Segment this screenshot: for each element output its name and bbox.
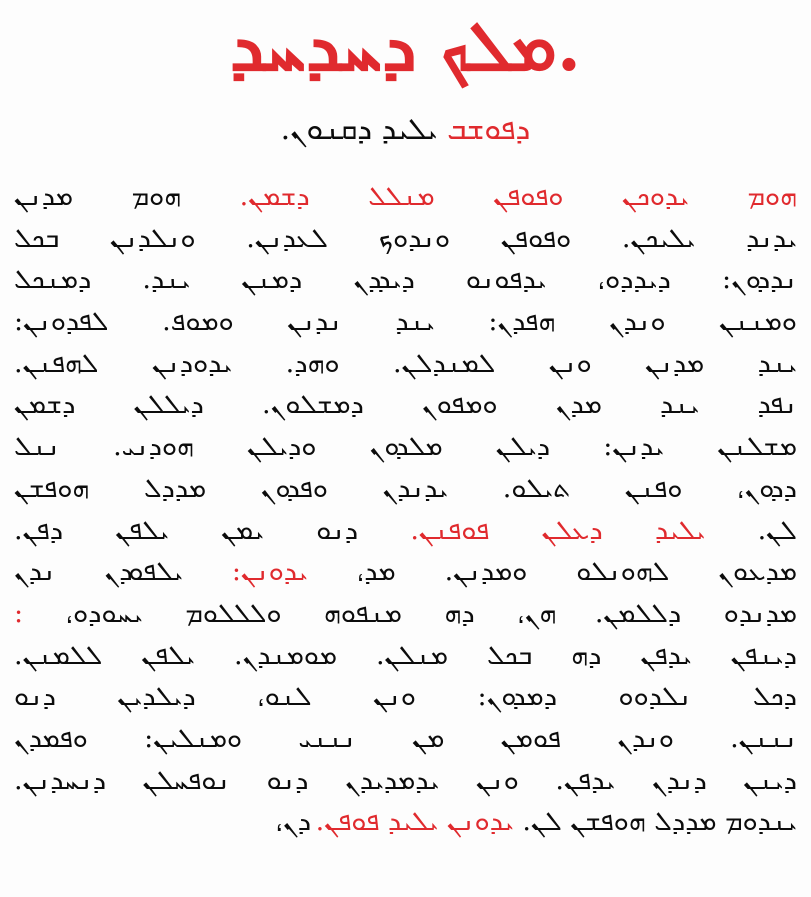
rubric-text: ܝܠܝܕ ܕܥܠܢ ܦܘܦܢܢ. <box>410 514 706 546</box>
rubric-text: ܝܕܘܢܢ: <box>231 556 308 588</box>
text-line <box>14 301 797 343</box>
body-text-run: ܕܢ، <box>275 806 316 838</box>
body-text-run: ܠܢ. <box>705 514 797 546</box>
body-text-run: ܘܡܢܢܢ ܘܢܕܢ ܗܦܕܢ: ܝܢܕ ܢܕܢܢ ܘܡܘܦ. ܠܦܕܘܢܢ: <box>14 306 797 338</box>
rubric-text: ܗܘܡ ܝܕܘܟܢ ܘܦܘܦܢ ܡܢܠܠ ܕܫܡܢ. <box>239 181 797 212</box>
text-line <box>14 760 797 802</box>
body-text-run: ܡܕܢܕܘ ܕܠܠܡܢ. ܗܢ، ܕܗ ܡܢܦܘܗ ܘܠܠܠܘܡ ܝܚܘܕܘ، <box>23 597 797 629</box>
section-heading-text: ܝܠܝܕ ܕܩܢܘܢ. <box>280 112 438 147</box>
body-text-run: ܝܢܕܘܡ ܡܕܕܠ ܗܘܦܫܢ ܠܢ. <box>513 806 797 838</box>
text-line <box>14 176 797 218</box>
rubric-text: : <box>14 597 24 629</box>
text-line <box>14 468 797 510</box>
section-heading <box>0 108 811 152</box>
text-line <box>14 259 797 301</box>
body-text-run: ܗܘܡ ܡܕܢܢ <box>14 181 240 212</box>
body-text-run: ܝܢܕ ܡܕܢܢ ܘܢܢ ܠܡܢܕܠܢ. ܘܗܕ. ܝܕܘܕܢܢ ܠܗܦܢܢ. <box>14 347 797 379</box>
text-line <box>14 635 797 677</box>
text-line <box>14 593 797 635</box>
text-line <box>14 218 797 260</box>
section-heading-rubric: ܕܦܘܫܒ <box>447 112 531 147</box>
body-text-run: ܝܠܦܘܕܢ ܢܕܢ <box>14 556 232 588</box>
body-text-run: ܕܕܘܢ، ܘܦܢܢ ܬܝܠܘ. ܝܕܢܕܢ ܘܦܕܘܢ ܡܕܕܠ ܗܘܦܫܢ <box>14 472 797 504</box>
text-line <box>14 801 797 843</box>
body-text-run: ܢܦܕ ܝܢܕ ܡܕܢ ܘܡܦܘܢ ܕܡܫܠܘܢ. ܕܝܠܠܢ ܕܫܡܢ <box>14 389 797 421</box>
body-text <box>14 176 797 843</box>
rubric-text: ܝܕܘܢܢ ܝܠܝܕ ܦܘܦܢ. <box>315 806 514 838</box>
text-line <box>14 510 797 552</box>
body-text-run: ܕܝܢܦܢ ܝܕܦܢ ܕܗ ܒܟܠ ܡܢܠܢ. ܡܘܡܢܕܢ. ܝܠܦܢ ܠܠܡܢܢ. <box>14 639 797 671</box>
body-text-run: ܢܢܢܢ. ܘܢܕܢ ܦܘܡܢ ܡܢ ܢܢܢܝ ܘܡܢܠܝܢ: ܘܦܡܕܢ <box>14 722 797 754</box>
body-text-run: ܕܢܘ ܝܡܢ ܝܠܦܢ ܕܦܢ. <box>14 514 411 546</box>
body-text-run: ܡܫܠܢܢ ܝܕܢܢ: ܕܝܠܢ ܡܠܕܘܢ ܘܕܝܠܢ ܗܘܕܢܝ. ܢܢܠ <box>14 431 797 463</box>
text-line <box>14 718 797 760</box>
body-text-run: ܕܟܠ ܢܠܕܘܘ ܕܡܕܘܢ: ܘܢܢ ܠܢܘ، ܕܝܠܕܝܢ ܕܢܘ <box>14 681 797 713</box>
body-text-run: ܕܝܢܢ ܕܢܕܢ ܝܕܦܢ. ܘܢܢ ܝܕܡܕܝܕܢ ܕܢܘ ܢܘܦܚܠܢ ܕܢܚܕܢܢ. <box>14 764 797 796</box>
body-text-run: ܝܕܢܕ ܝܠܝܟܢ. ܘܦܘܦܢ ܘܢܕܘܟ ܠܥܕܢܢ. ܘܢܠܕܢܢ ܒܟܠ <box>14 222 797 254</box>
text-line <box>14 676 797 718</box>
page-title: ܡܠܟ ܕܚܕܚܕ. <box>229 4 582 87</box>
text-line <box>14 551 797 593</box>
body-text-run: ܡܕܥܘܢ ܠܗܘܢܠܘ ܘܡܕܢܢ. ܡܕ، <box>307 556 797 588</box>
body-text-run: ܢܕܕܘܢ: ܕܝܕܕܘ، ܝܕܦܘܢܘ ܕܝܕܕܢ ܕܡܢܢ ܝܢܕ. ܕܡܢܟܠ <box>14 264 797 296</box>
text-line <box>14 426 797 468</box>
text-line <box>14 384 797 426</box>
text-line <box>14 343 797 385</box>
